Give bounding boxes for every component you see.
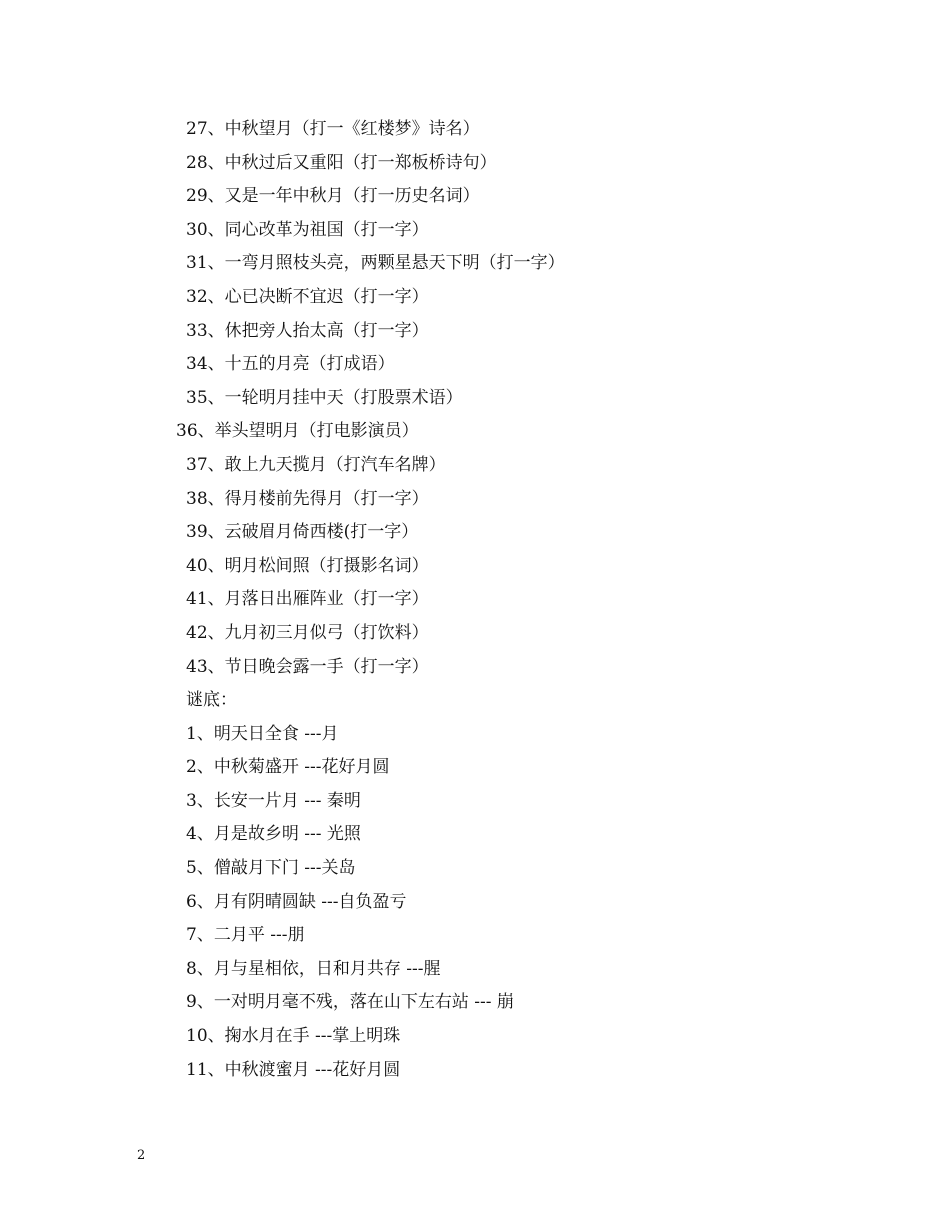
document-body (0, 113, 950, 1087)
answer-line: 4、月是故乡明 --- 光照 (186, 824, 361, 845)
answer-line: 8、月与星相依，日和月共存 ---腥 (186, 958, 441, 979)
riddle-line: 35、一轮明月挂中天（打股票术语） (186, 387, 463, 408)
answer-line: 5、僧敲月下门 ---关岛 (186, 858, 356, 879)
answers-heading: 谜底： (186, 690, 237, 711)
riddle-line: 27、中秋望月（打一《红楼梦》诗名） (186, 119, 480, 139)
riddle-line: 42、九月初三月似弓（打饮料） (186, 622, 429, 643)
riddle-line: 33、休把旁人抬太高（打一字） (186, 320, 429, 341)
riddle-line: 34、十五的月亮（打成语） (186, 354, 395, 375)
riddle-line: 30、同心改革为祖国（打一字） (186, 219, 429, 240)
riddle-line: 29、又是一年中秋月（打一历史名词） (186, 186, 480, 207)
riddle-line: 41、月落日出雁阵业（打一字） (186, 589, 429, 610)
riddle-line: 39、云破眉月倚西楼(打一字） (186, 522, 419, 543)
riddle-line: 28、中秋过后又重阳（打一郑板桥诗句） (186, 152, 497, 173)
page-number: 2 (137, 1148, 146, 1163)
riddle-line: 40、明月松间照（打摄影名词） (186, 555, 429, 576)
answer-line: 7、二月平 ---朋 (186, 925, 305, 946)
riddle-line: 31、一弯月照枝头亮，两颗星悬天下明（打一字） (186, 253, 565, 274)
answer-line: 10、掬水月在手 ---掌上明珠 (186, 1026, 401, 1047)
answer-line: 1、明天日全食 ---月 (186, 723, 339, 744)
riddle-line: 38、得月楼前先得月（打一字） (186, 488, 429, 509)
riddle-line: 37、敢上九天揽月（打汽车名牌） (186, 454, 446, 475)
answer-line: 6、月有阴晴圆缺 ---自负盈亏 (186, 891, 407, 912)
answer-line: 9、一对明月毫不残，落在山下左右站 --- 崩 (186, 992, 514, 1013)
answer-line: 11、中秋渡蜜月 ---花好月圆 (186, 1059, 401, 1080)
riddle-line: 36、举头望明月（打电影演员） (176, 421, 419, 442)
riddle-line: 32、心已决断不宜迟（打一字） (186, 286, 429, 307)
answer-line: 3、长安一片月 --- 秦明 (186, 790, 361, 811)
answer-line: 2、中秋菊盛开 ---花好月圆 (186, 757, 390, 778)
riddle-line: 43、节日晚会露一手（打一字） (186, 656, 429, 677)
